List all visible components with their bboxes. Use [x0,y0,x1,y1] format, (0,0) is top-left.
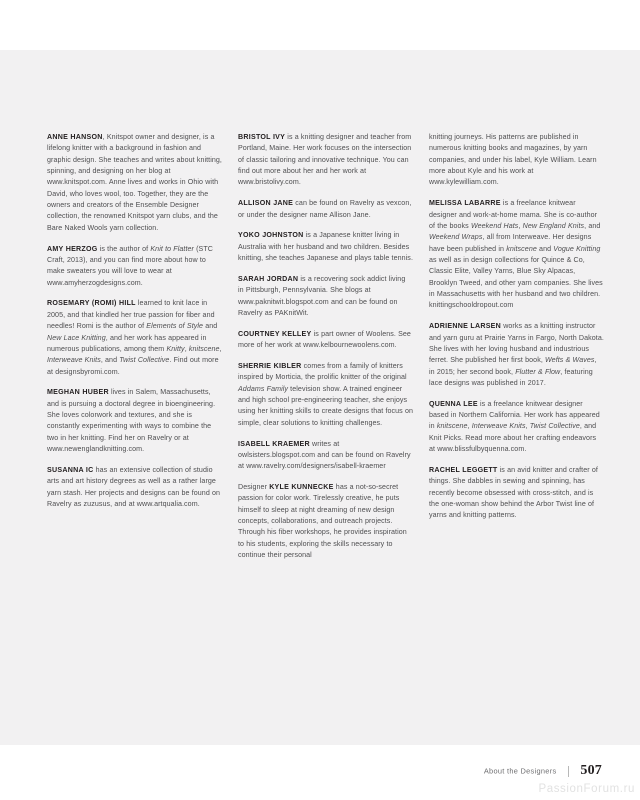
designer-bio-yoko-johnston [238,230,413,264]
designer-bio-adrienne-larsen [429,321,604,389]
designer-name: ANNE HANSON [47,133,103,141]
designer-bio-bristol-ivy [238,132,413,189]
publication-title: Twist Collective [119,356,170,365]
publication-title: Flutter & Flow [515,367,561,376]
page-number: 507 [580,762,602,778]
bio-text: is a freelance knitwear designer based in Northern California. Her work has appeared in [429,399,600,431]
bio-text: , and Knit Picks. Read more about her crafting endeavors at www.blissfulbyquenna.com. [429,422,597,454]
bio-text: and [203,322,218,331]
bio-text: , and her work has appeared in numerous publications, among them [47,333,207,353]
publication-title: Knitty [166,344,185,353]
designer-bio-amy-herzog [47,244,222,289]
designer-bio-susanna-ic [47,465,222,510]
publication-title: Interweave Knits [471,422,526,431]
publication-title: Weekend Wraps [429,233,483,242]
designer-name: KYLE KUNNECKE [269,483,334,492]
bio-text: is a Japanese knitter living in Australia with her husband and two children. Besides knitting, she teaches Japanese and plays table tennis. [238,231,413,263]
designer-name: AMY HERZOG [47,244,98,253]
bio-text: has a not-so-secret passion for color work. Tirelessly creative, he puts himself to sleep at night dreaming of new design concepts, collaborations, and outreach projects. Through his fiber workshops, he provides inspiration to his students, exploring the skills necessary to continue their personal [238,483,407,560]
publication-title: Vogue Knitting [553,244,601,253]
bio-text: , [518,221,523,230]
designer-name: RACHEL LEGGETT [429,465,498,474]
publication-title: Elements of Style [146,322,204,331]
designer-bio-melissa-labarre [429,198,604,311]
page-footer [0,762,640,780]
designer-name: SHERRIE KIBLER [238,362,302,370]
designer-name: ADRIENNE LARSEN [429,322,502,331]
bio-text: , in 2015; her second book, [429,356,597,376]
bio-text: (STC Craft, 2013), and you can find more about how to make sweaters you will love to wear at www.amyherzogdesigns.com. [47,244,213,287]
publication-title: Wefts & Waves [545,356,595,365]
footer-separator [568,766,569,777]
designer-name: SUSANNA IC [47,465,94,474]
bio-text: is an avid knitter and crafter of things. She dabbles in sewing and spinning, has recently become obsessed with cross-stitch, and is the one-woman show behind the Arbor Twist line of yarns and knitting patterns. [429,465,598,520]
designer-name: COURTNEY KELLEY [238,329,312,338]
publication-title: Addams Family [238,384,289,393]
publication-title: knitscene [506,244,537,253]
bio-text: is part owner of Woolens. See more of her work at www.kelbournewoolens.com. [238,329,411,350]
bio-text: has an extensive collection of studio arts and art history degrees as well as a rather large yarn stash. Her projects and designs can be found on Ravelry as zuzusus, and at www.artqualia.com. [47,465,221,508]
bio-text: lives in Salem, Massachusetts, and is pursuing a doctoral degree in bioengineering. She loves colorwork and textures, and she is constantly experimenting with ways to combine the two in her knitting. Find her on Ravelry or at www.newenglandknitting.com. [47,388,216,454]
bio-text: , and [584,221,601,230]
publication-title: Twist Collective [529,422,580,431]
bio-text: works as a knitting instructor and yarn guru at Prairie Yarns in Fargo, North Dakota. She lives with her loving husband and industrious ferret. She published her first book, [429,322,604,365]
publication-title: New England Knits [522,221,585,230]
designer-bio-anne-hanson [47,132,222,234]
bio-text: is a recovering sock addict living in Pittsburgh, Pennsylvania. She blogs at www.paknitwit.blogspot.com and can be found on Ravelry as PAKnitWit. [238,274,406,317]
bio-text: comes from a family of knitters inspired by Morticia, the prolific knitter of the original [238,362,407,382]
bio-text: learned to knit lace in 2005, and that kindled her true passion for fiber and needles! Romi is the author of [47,299,215,331]
designer-bio-meghan-huber [47,387,222,455]
column-1 [47,132,222,510]
publication-title: knitscene [436,422,468,431]
designer-bio-kyle-kunnecke [238,482,413,561]
designer-name: ROSEMARY (ROMI) HILL [47,299,136,308]
designer-name: ISABELL KRAEMER [238,439,310,448]
publication-title: New Lace Knitting [47,333,106,342]
designer-bio-rosemary-romi-hill [47,298,222,377]
bio-text: as well as in design collections for Quince & Co, Classic Elite, Valley Yarns, Blue Sky Alpacas, Brooklyn Tweed, and other yarn companies. She lives in Massachusetts with her husband and two children. knittingschooldropout.com [429,255,603,310]
bio-text: . Find out more at designsbyromi.com. [47,356,219,376]
designer-name: MELISSA LABARRE [429,199,501,208]
bio-text: knitting journeys. His patterns are published in numerous knitting books and magazines, by yarn companies, and under his label, Kyle William. Learn more about Kyle and his work at www.kylewilliam.com. [429,133,597,187]
bio-text: can be found on Ravelry as vexcon, or under the designer name Allison Jane. [238,199,412,219]
designer-name: QUENNA LEE [429,399,478,408]
bio-text: and [536,244,554,253]
column-2 [238,132,413,562]
bio-text: , [467,422,472,431]
bio-text: is a freelance knitwear designer and work-at-home mama. She is co-author of the books [429,199,598,230]
bio-text: is a knitting designer and teacher from Portland, Maine. Her work focuses on the intersection of classic tailoring and innovative technique. You can find out more about her and her work at www.bristolivy.com. [238,133,412,187]
bio-text: , [184,344,189,353]
designer-bio-sarah-jordan [238,274,413,319]
designer-name: ALLISON JANE [238,199,294,208]
bio-text: , featuring lace designs was published in 2017. [429,367,593,387]
bio-text: , [219,344,222,353]
designer-bio-columns [47,132,603,722]
bio-text: Designer [238,483,270,492]
designer-bio-quenna-lee [429,399,604,456]
designer-bio-rachel-leggett [429,465,604,522]
designer-name: YOKO JOHNSTON [238,231,304,240]
publication-title: Interweave Knits [47,356,101,365]
bio-text: , and [100,356,120,365]
publication-title: Knit to Flatter [150,244,194,253]
publication-title: Weekend Hats [470,221,519,230]
designer-bio-allison-jane [238,198,413,221]
column-3 [429,132,604,522]
publication-title: knitscene [188,344,220,353]
bio-text: , [525,422,530,431]
designer-name: BRISTOL IVY [238,133,286,141]
designer-name: SARAH JORDAN [238,274,299,283]
designer-bio-isabell-kraemer [238,439,413,473]
bio-text: , all from Interweave. Her designs have been published in [429,233,592,253]
footer-section-label: About the Designers [483,766,557,776]
watermark-text: PassionForum.ru [538,783,635,795]
designer-bio-sherrie-kibler [238,361,413,429]
designer-bio-courtney-kelley [238,329,413,352]
bio-text: writes at owlsisters.blogspot.com and can be found on Ravelry at www.ravelry.com/designers/isabell-kraemer [238,439,411,471]
designer-bio-kyle-kunnecke-continued [429,132,604,189]
designer-name: MEGHAN HUBER [47,388,109,397]
bio-text: television show. A trained engineer and high school pre-engineering teacher, she enjoys using her knitting skills to create designs that focus on simple, clear solutions to knitting challenges. [238,384,414,427]
bio-text: , Knitspot owner and designer, is a lifelong knitter with a background in fashion and graphic design. She teaches and writes about knitting, spinning, and designing on her blog at www.knitspot.com. Anne lives and works in Ohio with David, who loves wool, too. Together, they are the owners and creators of the Ensemble Designer collection, the renowned Knitspot yarn clubs, and the Bare Naked Wools yarn collection. [47,133,222,232]
bio-text: is the author of [97,244,151,253]
